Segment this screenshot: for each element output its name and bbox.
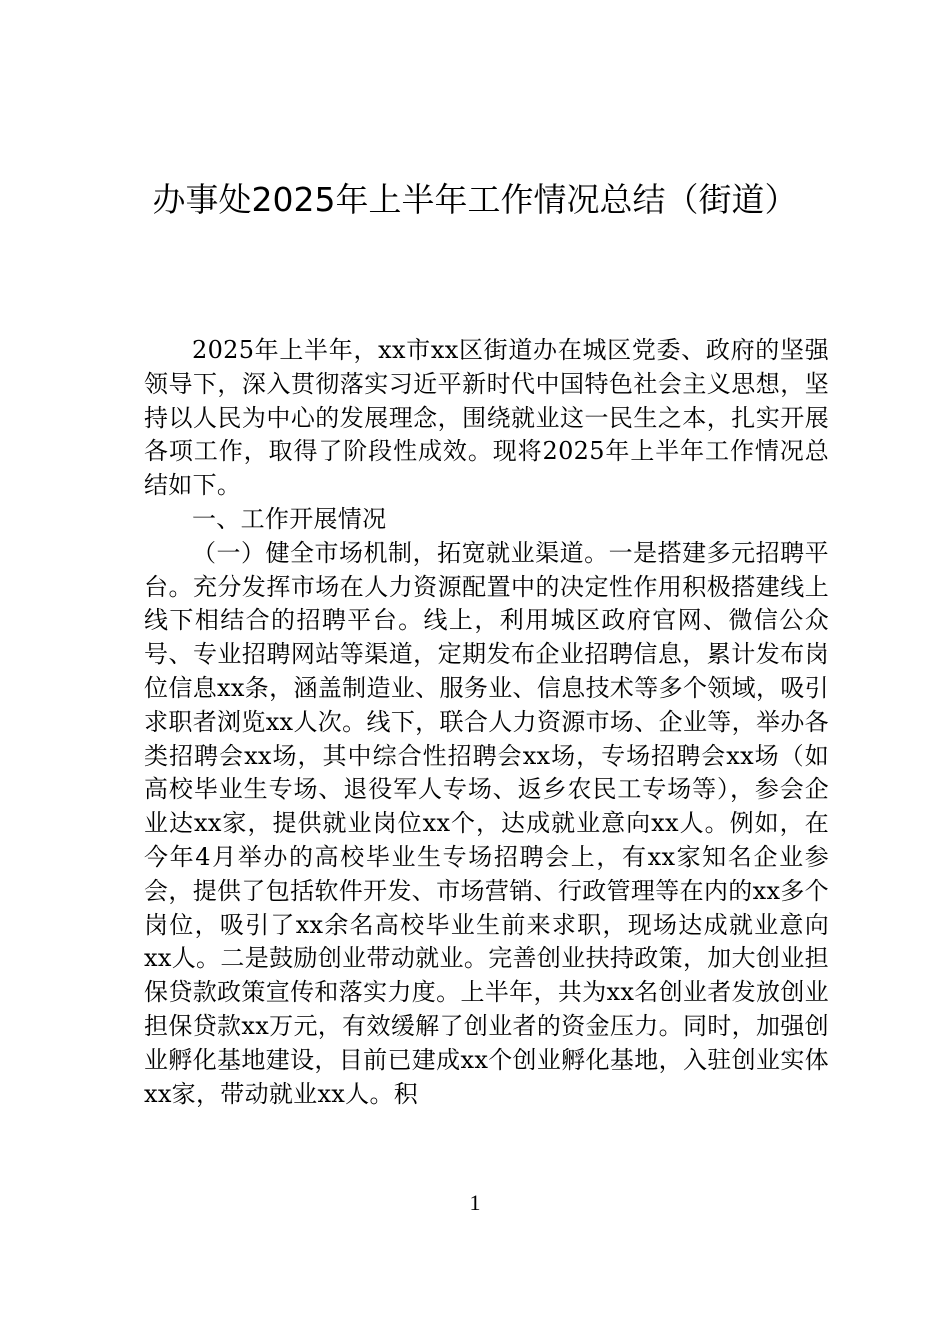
body-paragraph: （一）健全市场机制，拓宽就业渠道。一是搭建多元招聘平台。充分发挥市场在人力资源配置中的决定性作用积极搭建线上线下相结合的招聘平台。线上，利用城区政府官网、微信公众号、专业招聘网站等渠道，定期发布企业招聘信息，累计发布岗位信息xx条，涵盖制造业、服务业、信息技术等多个领域，吸引求职者浏览xx人次。线下，联合人力资源市场、企业等，举办各类招聘会xx场，其中综合性招聘会xx场，专场招聘会xx场（如高校毕业生专场、退役军人专场、返乡农民工专场等），参会企业达xx家，提供就业岗位xx个，达成就业意向xx人。例如，在今年4月举办的高校毕业生专场招聘会上，有xx家知名企业参会，提供了包括软件开发、市场营销、行政管理等在内的xx多个岗位，吸引了xx余名高校毕业生前来求职，现场达成就业意向xx人。二是鼓励创业带动就业。完善创业扶持政策，加大创业担保贷款政策宣传和落实力度。上半年，共为xx名创业者发放创业担保贷款xx万元，有效缓解了创业者的资金压力。同时，加强创业孵化基地建设，目前已建成xx个创业孵化基地，入驻创业实体xx家，带动就业xx人。积 [144, 538, 829, 1108]
section-heading: 一、工作开展情况 [192, 504, 387, 533]
page-number: 1 [469, 1190, 481, 1215]
intro-paragraph: 2025年上半年，xx市xx区街道办在城区党委、政府的坚强领导下，深入贯彻落实习近平新时代中国特色社会主义思想，坚持以人民为中心的发展理念，围绕就业这一民生之本，扎实开展各项工作，取得了阶段性成效。现将2025年上半年工作情况总结如下。 [144, 336, 829, 500]
document-title: 办事处2025年上半年工作情况总结（街道） [152, 180, 798, 219]
document-body [144, 334, 829, 1111]
